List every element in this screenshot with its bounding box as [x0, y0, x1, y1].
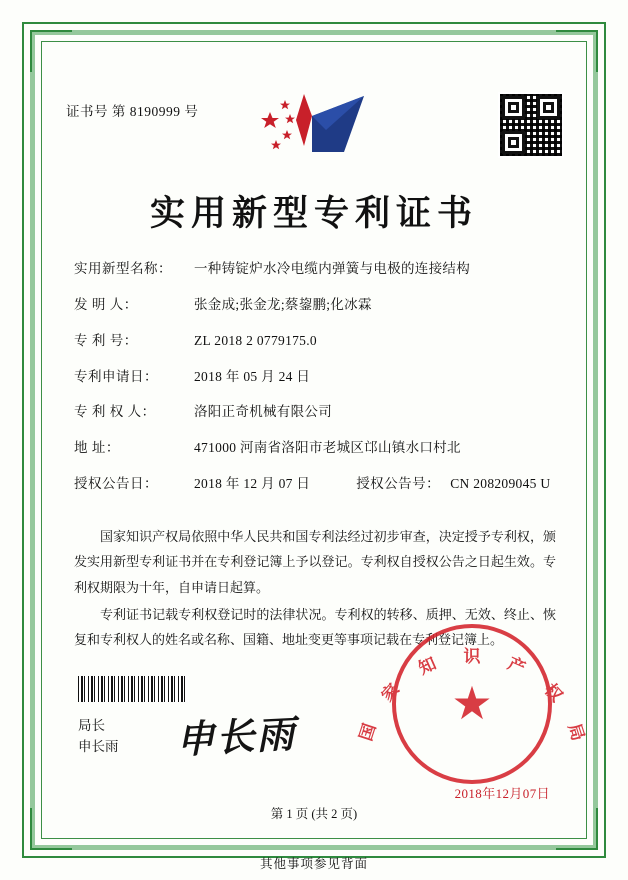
field-value: ZL 2018 2 0779175.0: [194, 332, 317, 348]
barcode: [78, 676, 188, 702]
field-value: 洛阳正奇机械有限公司: [194, 404, 332, 420]
seal-char: 产: [504, 653, 529, 680]
certificate-fields: [74, 262, 564, 513]
seal-characters: [356, 628, 588, 780]
official-seal: [356, 624, 588, 784]
legal-paragraph-2: 专利证书记载专利权登记时的法律状况。专利权的转移、质押、无效、终止、恢复和专利权人的姓名或名称、国籍、地址变更等事项记载在专利登记簿上。: [74, 607, 556, 648]
field-row-patentee: [74, 405, 564, 420]
field-value: 2018 年 05 月 24 日: [194, 368, 311, 384]
qr-code: [500, 94, 562, 156]
back-side-note: 其他事项参见背面: [259, 857, 368, 871]
field-label-grant-date: 授权公告日：: [74, 476, 158, 492]
seal-star-icon: ★: [451, 678, 493, 729]
field-value-grant-date: 2018 年 12 月 07 日: [194, 476, 311, 492]
seal-date: 2018年12月07日: [454, 786, 550, 801]
cnipa-logo-icon: [252, 90, 372, 172]
field-label: 专利申请日：: [74, 368, 158, 384]
field-row-address: [74, 441, 564, 456]
corner-ornament-top-right: [556, 30, 598, 72]
field-label: 专 利 权 人：: [74, 404, 156, 420]
field-row-patent-number: [74, 334, 564, 349]
signature-block: [78, 716, 119, 758]
corner-ornament-top-left: [30, 30, 72, 72]
field-row-grant-announcement: [74, 477, 564, 492]
certificate-number: 证书号 第 8190999 号: [66, 104, 199, 119]
field-row-utility-model-name: [74, 262, 564, 277]
legal-paragraph-1: 国家知识产权局依照中华人民共和国专利法经过初步审查，决定授予专利权，颁发实用新型专利证书并在专利登记簿上予以登记。专利权自授权公告之日起生效。专利权期限为十年，自申请日起算。: [74, 529, 556, 595]
field-row-application-date: [74, 370, 564, 385]
field-label: 专 利 号：: [74, 332, 138, 348]
field-value-grant-number: CN 208209045 U: [450, 476, 551, 492]
page-number: 第 1 页 (共 2 页): [270, 807, 358, 821]
seal-char: 权: [539, 680, 567, 707]
field-value: 一种铸锭炉水冷电缆内弹簧与电极的连接结构: [194, 261, 470, 276]
seal-char: 家: [377, 680, 405, 707]
field-label: 地 址：: [74, 440, 120, 456]
field-label-grant-number: 授权公告号：: [356, 476, 441, 492]
page-title: 实用新型专利证书: [149, 194, 478, 234]
field-label: 实用新型名称：: [74, 261, 172, 276]
commissioner-name: 申长雨: [78, 738, 119, 754]
commissioner-title: 局长: [78, 718, 105, 733]
field-row-inventors: [74, 298, 564, 313]
handwritten-signature: 申长雨: [175, 710, 298, 763]
field-value: 471000 河南省洛阳市老城区邙山镇水口村北: [194, 440, 461, 456]
seal-char: 知: [415, 653, 440, 680]
field-value: 张金成;张金龙;蔡鋆鹏;化冰霖: [194, 296, 372, 312]
seal-char: 局: [563, 721, 588, 744]
field-label: 发 明 人：: [74, 296, 138, 312]
seal-char: 识: [463, 647, 481, 667]
seal-char: 国: [356, 721, 381, 744]
